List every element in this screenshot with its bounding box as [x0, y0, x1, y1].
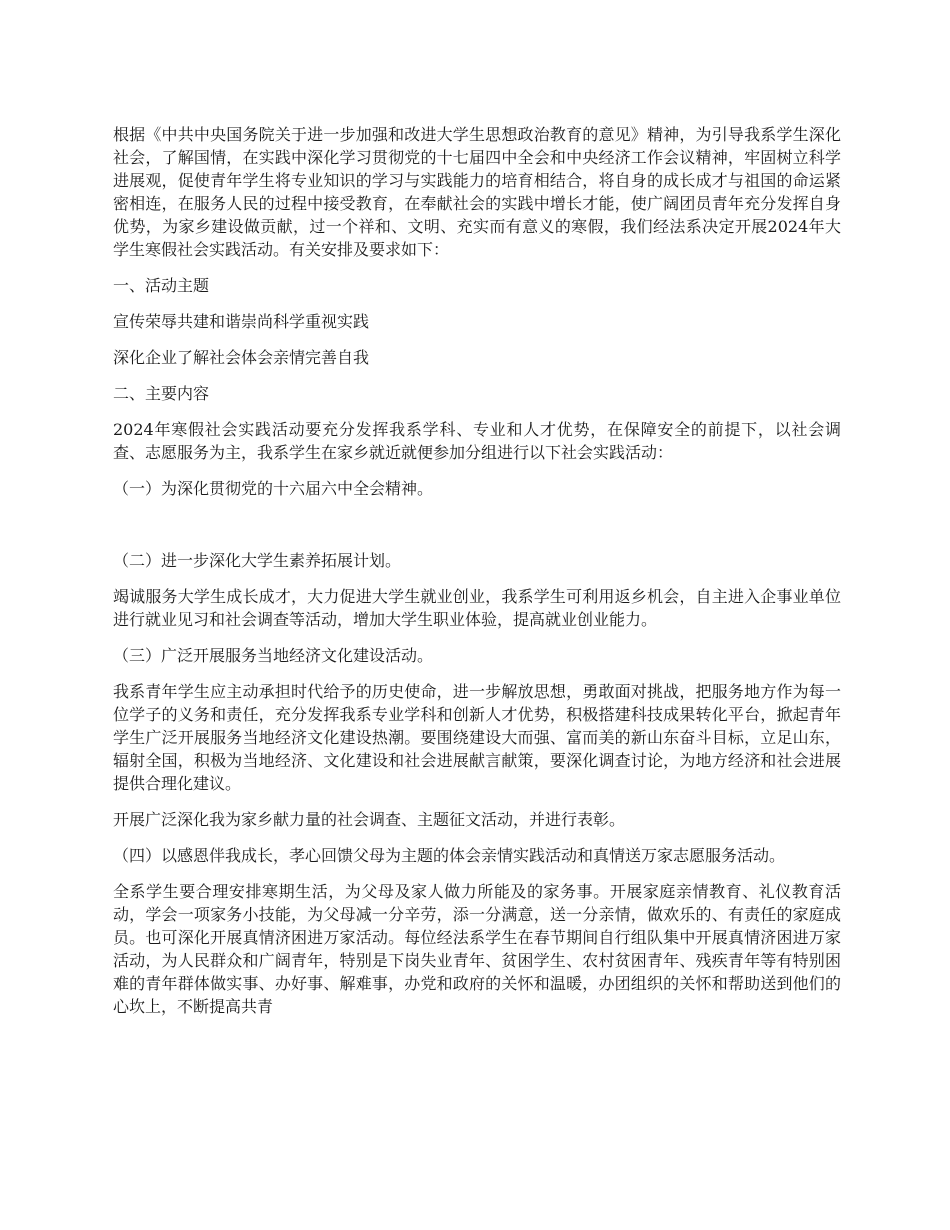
subsection-2-paragraph: 竭诚服务大学生成长成才，大力促进大学生就业创业，我系学生可利用返乡机会，自主进入企事业单位进行就业见习和社会调查等活动，增加大学生职业体验，提高就业创业能力。 — [113, 587, 841, 629]
theme-line-2: 深化企业了解社会体会亲情完善自我 — [113, 348, 370, 367]
section-heading-theme: 一、活动主题 — [113, 276, 210, 295]
section-heading-content: 二、主要内容 — [113, 384, 210, 403]
subsection-heading-2: （二）进一步深化大学生素养拓展计划。 — [113, 551, 402, 570]
subsection-heading-3: （三）广泛开展服务当地经济文化建设活动。 — [113, 646, 434, 665]
theme-line-1: 宣传荣辱共建和谐崇尚科学重视实践 — [113, 312, 370, 331]
intro-paragraph: 根据《中共中央国务院关于进一步加强和改进大学生思想政治教育的意见》精神，为引导我系学生深化社会，了解国情，在实践中深化学习贯彻党的十七届四中全会和中央经济工作会议精神，牢固树立科学进展观，促使青年学生将专业知识的学习与实践能力的培育相结合，将自身的成长成才与祖国的命运紧密相连，在服务人民的过程中接受教育，在奉献社会的实践中增长才能，使广阔团员青年充分发挥自身优势，为家乡建设做贡献，过一个祥和、文明、充实而有意义的寒假，我们经法系决定开展2024年大学生寒假社会实践活动。有关安排及要求如下： — [113, 125, 841, 259]
subsection-heading-1: （一）为深化贯彻党的十六届六中全会精神。 — [113, 479, 434, 498]
subsection-4-paragraph: 全系学生要合理安排寒期生活，为父母及家人做力所能及的家务事。开展家庭亲情教育、礼仪教育活动，学会一项家务小技能，为父母减一分辛劳，添一分满意，送一分亲情，做欢乐的、有责任的家庭成员。也可深化开展真情济困进万家活动。每位经法系学生在春节期间自行组队集中开展真情济困进万家活动，为人民群众和广阔青年，特别是下岗失业青年、贫困学生、农村贫困青年、残疾青年等有特别困难的青年群体做实事、办好事、解难事，办党和政府的关怀和温暖，办团组织的关怀和帮助送到他们的心坎上，不断提高共青 — [113, 882, 841, 1016]
subsection-heading-4: （四）以感恩伴我成长，孝心回馈父母为主题的体会亲情实践活动和真情送万家志愿服务活动。 — [113, 846, 786, 865]
subsection-3-activity: 开展广泛深化我为家乡献力量的社会调查、主题征文活动，并进行表彰。 — [113, 810, 626, 829]
document-body — [113, 123, 841, 1031]
blank-spacer — [113, 513, 841, 549]
content-intro-paragraph: 2024年寒假社会实践活动要充分发挥我系学科、专业和人才优势，在保障安全的前提下，以社会调查、志愿服务为主，我系学生在家乡就近就便参加分组进行以下社会实践活动： — [113, 420, 841, 462]
subsection-3-paragraph: 我系青年学生应主动承担时代给予的历史使命，进一步解放思想，勇敢面对挑战，把服务地方作为每一位学子的义务和责任，充分发挥我系专业学科和创新人才优势，积极搭建科技成果转化平台，掀起青年学生广泛开展服务当地经济文化建设热潮。要围绕建设大而强、富而美的新山东奋斗目标，立足山东，辐射全国，积极为当地经济、文化建设和社会进展献言献策，要深化调查讨论，为地方经济和社会进展提供合理化建议。 — [113, 682, 841, 793]
